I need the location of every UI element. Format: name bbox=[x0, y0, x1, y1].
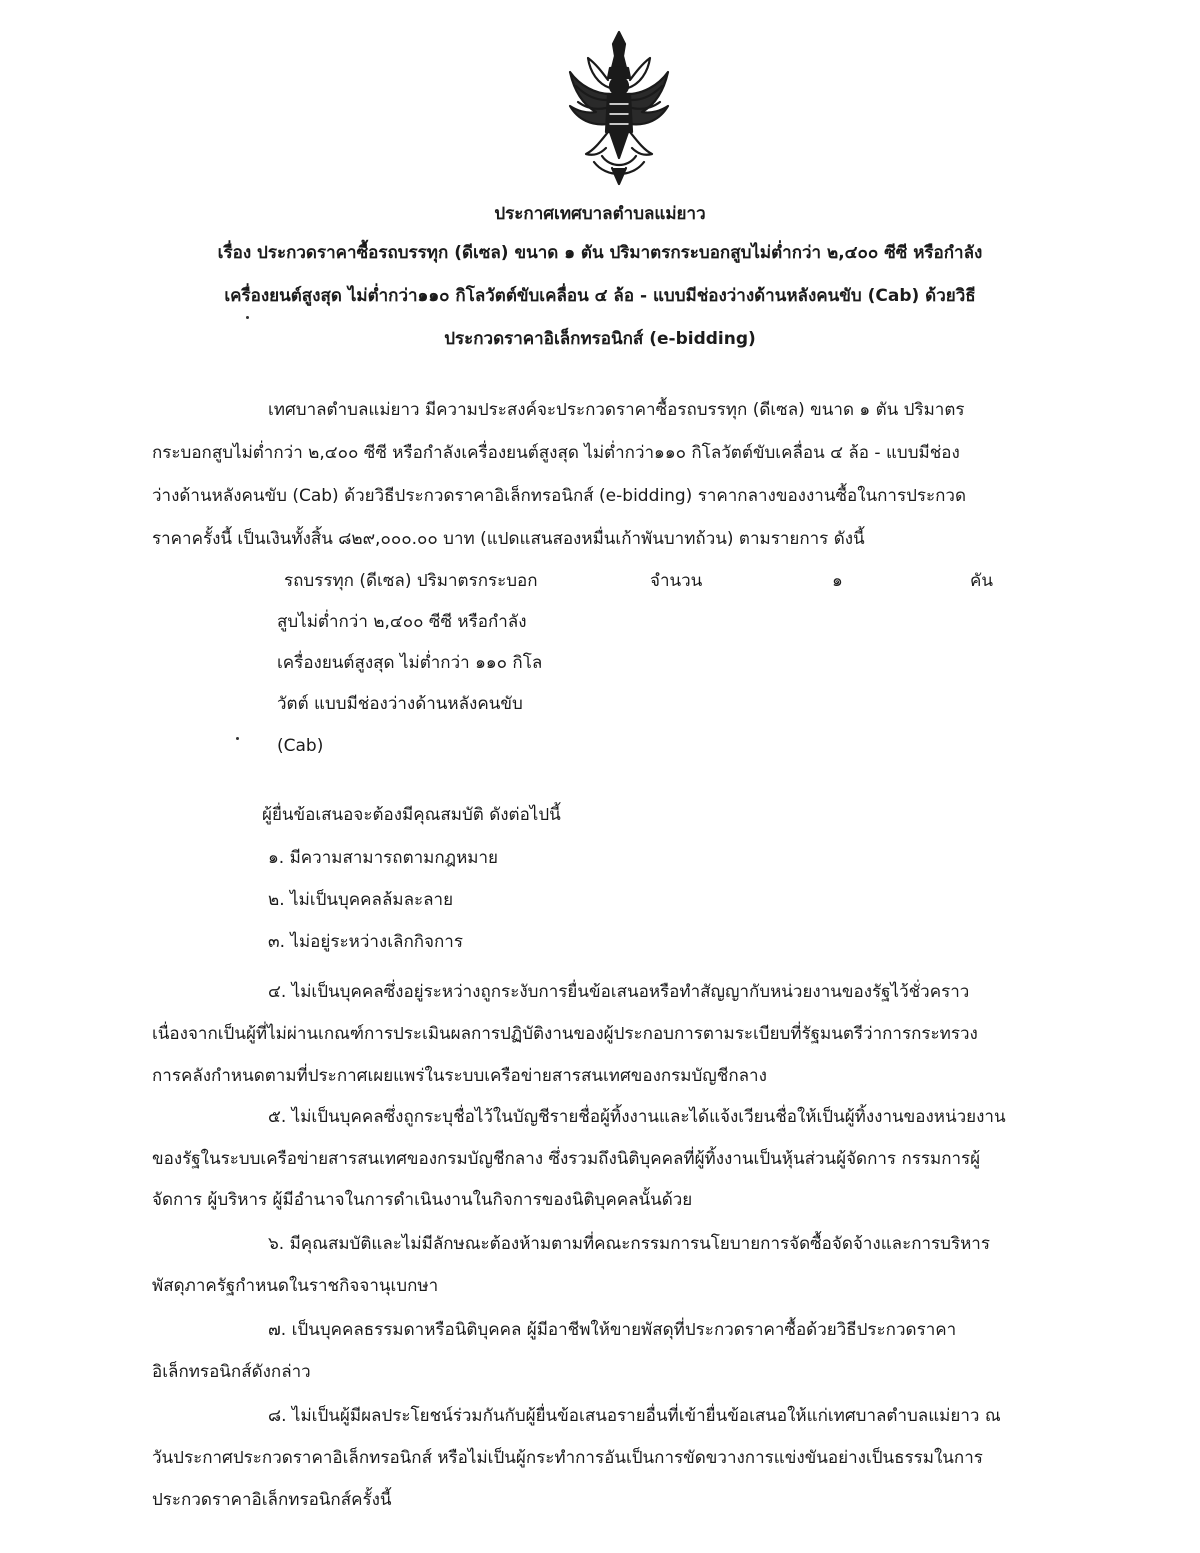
qualification-5-line-3: จัดการ ผู้บริหาร ผู้มีอำนาจในการดำเนินงานในกิจการของนิติบุคคลนั้นด้วย bbox=[152, 1190, 693, 1210]
item-quantity: ๑ bbox=[832, 571, 843, 591]
item-description-line-2: สูบไม่ต่ำกว่า ๒,๔๐๐ ซีซี หรือกำลัง bbox=[277, 612, 527, 632]
qualification-7-line-2: อิเล็กทรอนิกส์ดังกล่าว bbox=[152, 1362, 311, 1382]
qualification-4-line-1: ๔. ไม่เป็นบุคคลซึ่งอยู่ระหว่างถูกระงับการยื่นข้อเสนอหรือทำสัญญากับหน่วยงานของรัฐไว้ชั่วคราว bbox=[268, 982, 970, 1002]
intro-line-1: เทศบาลตำบลแม่ยาว มีความประสงค์จะประกวดราคาซื้อรถบรรทุก (ดีเซล) ขนาด ๑ ตัน ปริมาตร bbox=[268, 400, 965, 420]
scan-speck bbox=[236, 737, 239, 740]
qualification-1: ๑. มีความสามารถตามกฎหมาย bbox=[268, 848, 498, 868]
subject-line-2: เครื่องยนต์สูงสุด ไม่ต่ำกว่า๑๑๐ กิโลวัตต์ขับเคลื่อน ๔ ล้อ - แบบมีช่องว่างด้านหลังคนขับ (Cab) ด้วยวิธี bbox=[224, 286, 976, 306]
qualification-3: ๓. ไม่อยู่ระหว่างเลิกกิจการ bbox=[268, 932, 463, 952]
subject-line-1: เรื่อง ประกวดราคาซื้อรถบรรทุก (ดีเซล) ขนาด ๑ ตัน ปริมาตรกระบอกสูบไม่ต่ำกว่า ๒,๔๐๐ ซีซี หรือกำลัง bbox=[217, 243, 983, 263]
qualification-6-line-2: พัสดุภาครัฐกำหนดในราชกิจจานุเบกษา bbox=[152, 1276, 439, 1296]
qualifications-heading: ผู้ยื่นข้อเสนอจะต้องมีคุณสมบัติ ดังต่อไปนี้ bbox=[262, 805, 561, 825]
qualification-5-line-2: ของรัฐในระบบเครือข่ายสารสนเทศของกรมบัญชีกลาง ซึ่งรวมถึงนิติบุคคลที่ผู้ทิ้งงานเป็นหุ้นส่วนผู้จัดการ กรรมการผู้ bbox=[152, 1149, 981, 1169]
qualification-4-line-2: เนื่องจากเป็นผู้ที่ไม่ผ่านเกณฑ์การประเมินผลการปฏิบัติงานของผู้ประกอบการตามระเบียบที่รัฐมนตรีว่าการกระทรวง bbox=[152, 1024, 978, 1044]
issuer-title: ประกาศเทศบาลตำบลแม่ยาว bbox=[494, 204, 706, 224]
item-description-line-1: รถบรรทุก (ดีเซล) ปริมาตรกระบอก bbox=[284, 571, 538, 591]
item-description-line-5: (Cab) bbox=[277, 736, 324, 756]
qualification-2: ๒. ไม่เป็นบุคคลล้มละลาย bbox=[268, 890, 454, 910]
garuda-emblem-icon bbox=[566, 28, 672, 186]
item-quantity-label: จำนวน bbox=[650, 571, 703, 591]
qualification-7-line-1: ๗. เป็นบุคคลธรรมดาหรือนิติบุคคล ผู้มีอาชีพให้ขายพัสดุที่ประกวดราคาซื้อด้วยวิธีประกวดราคา bbox=[268, 1320, 957, 1340]
qualification-8-line-1: ๘. ไม่เป็นผู้มีผลประโยชน์ร่วมกันกับผู้ยื่นข้อเสนอรายอื่นที่เข้ายื่นข้อเสนอให้แก่เทศบาลตำบลแม่ยาว ณ bbox=[268, 1406, 1001, 1426]
item-description-line-3: เครื่องยนต์สูงสุด ไม่ต่ำกว่า ๑๑๐ กิโล bbox=[277, 653, 543, 673]
item-description-line-4: วัตต์ แบบมีช่องว่างด้านหลังคนขับ bbox=[277, 694, 523, 714]
qualification-8-line-2: วันประกาศประกวดราคาอิเล็กทรอนิกส์ หรือไม่เป็นผู้กระทำการอันเป็นการขัดขวางการแข่งขันอย่างเป็นธรรมในการ bbox=[152, 1448, 983, 1468]
intro-line-4: ราคาครั้งนี้ เป็นเงินทั้งสิ้น ๘๒๙,๐๐๐.๐๐ บาท (แปดแสนสองหมื่นเก้าพันบาทถ้วน) ตามรายการ ดังนี้ bbox=[152, 529, 865, 549]
qualification-6-line-1: ๖. มีคุณสมบัติและไม่มีลักษณะต้องห้ามตามที่คณะกรรมการนโยบายการจัดซื้อจัดจ้างและการบริหาร bbox=[268, 1234, 990, 1254]
subject-line-3: ประกวดราคาอิเล็กทรอนิกส์ (e-bidding) bbox=[444, 329, 756, 349]
qualification-8-line-3: ประกวดราคาอิเล็กทรอนิกส์ครั้งนี้ bbox=[152, 1490, 392, 1510]
scan-speck bbox=[246, 316, 249, 319]
qualification-5-line-1: ๕. ไม่เป็นบุคคลซึ่งถูกระบุชื่อไว้ในบัญชีรายชื่อผู้ทิ้งงานและได้แจ้งเวียนชื่อให้เป็นผู้ทิ้งงานของหน่วยงาน bbox=[268, 1107, 1006, 1127]
item-unit: คัน bbox=[970, 571, 993, 591]
intro-line-2: กระบอกสูบไม่ต่ำกว่า ๒,๔๐๐ ซีซี หรือกำลังเครื่องยนต์สูงสุด ไม่ต่ำกว่า๑๑๐ กิโลวัตต์ขับเคลื่อน ๔ ล้อ - แบบมีช่อง bbox=[152, 443, 960, 463]
qualification-4-line-3: การคลังกำหนดตามที่ประกาศเผยแพร่ในระบบเครือข่ายสารสนเทศของกรมบัญชีกลาง bbox=[152, 1066, 767, 1086]
intro-line-3: ว่างด้านหลังคนขับ (Cab) ด้วยวิธีประกวดราคาอิเล็กทรอนิกส์ (e-bidding) ราคากลางของงานซื้อในการประกวด bbox=[152, 486, 967, 506]
